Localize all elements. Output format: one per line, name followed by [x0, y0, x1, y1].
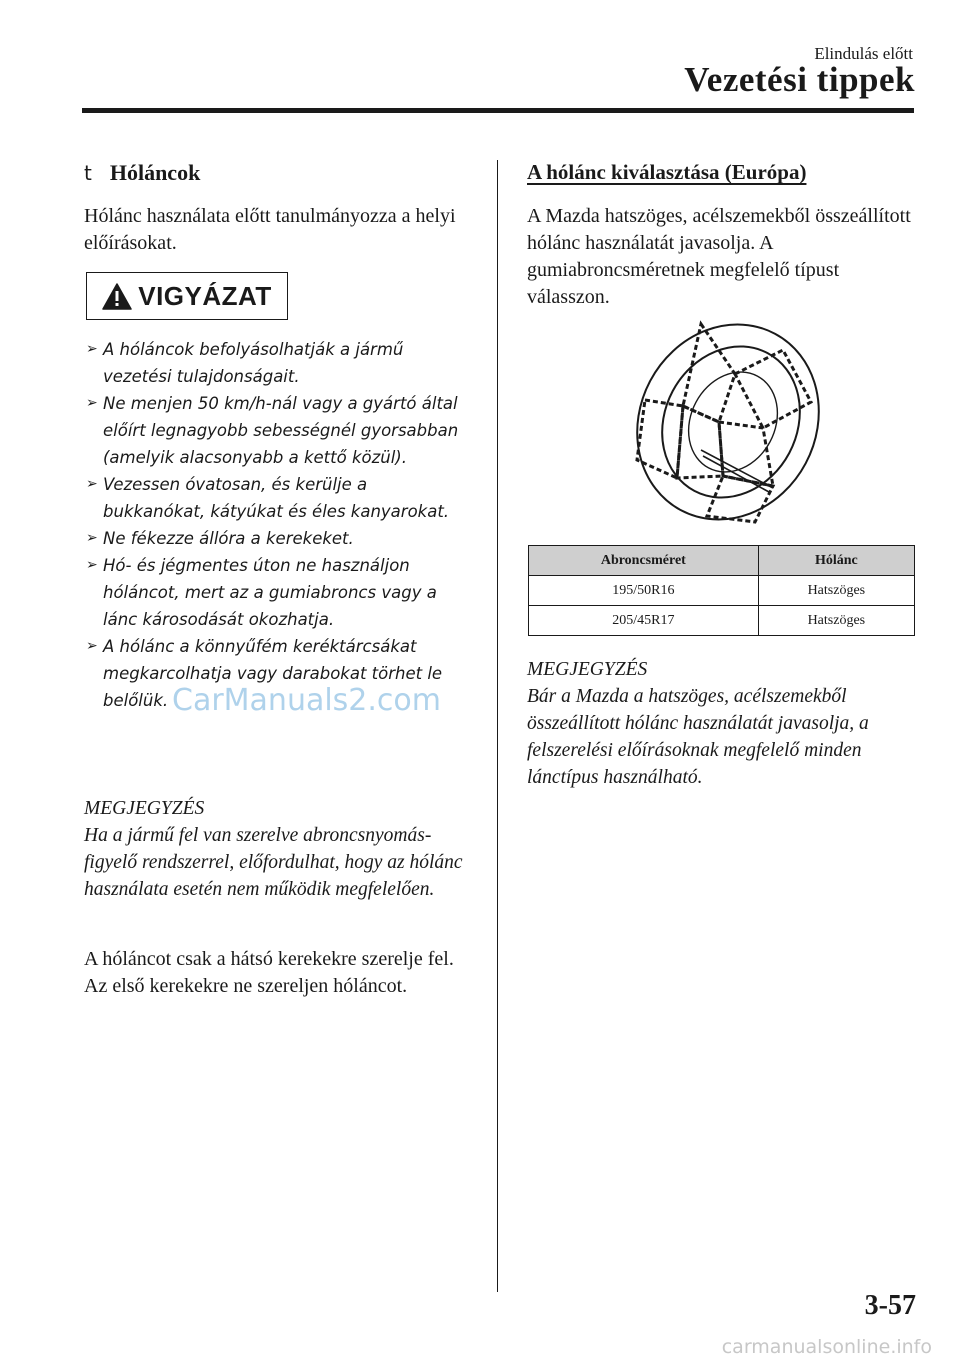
- warning-item: [86, 390, 471, 471]
- heading-text: Hóláncok: [109, 160, 201, 185]
- warning-item-text: Hó- és jégmentes úton ne használjon hóláncot, mert az a gumiabroncs vagy a lánc károsodását okozhatja.: [103, 556, 437, 629]
- warning-item: [86, 336, 471, 390]
- arrow-bullet-icon: ➢: [86, 557, 98, 573]
- warning-item: [86, 525, 471, 552]
- table-header-cell: Abroncsméret: [529, 546, 759, 576]
- warning-item-text: Ne menjen 50 km/h-nál vagy a gyártó által előírt legnagyobb sebességnél gyorsabban (amelyik alacsonyabb a kettő közül).: [103, 394, 459, 467]
- header-rule: [82, 108, 914, 113]
- table-row: [529, 576, 915, 606]
- arrow-bullet-icon: ➢: [86, 341, 98, 357]
- warning-item-text: A hólánc a könnyűfém keréktárcsákat megkarcolhatja vagy darabokat törhet le belőlük.: [103, 637, 443, 710]
- table-cell: 205/45R17: [529, 606, 759, 636]
- warning-item-text: A hóláncok befolyásolhatják a jármű vezetési tulajdonságait.: [103, 340, 404, 386]
- page-number: 3-57: [864, 1290, 916, 1321]
- column-divider: [497, 160, 498, 1292]
- arrow-bullet-icon: ➢: [86, 530, 98, 546]
- warning-box: [86, 272, 288, 320]
- note-block-right: [527, 656, 922, 791]
- note-text: Ha a jármű fel van szerelve abroncsnyomás-figyelő rendszerrel, előfordulhat, hogy az hólánc használata esetén nem működik megfelelően.: [84, 825, 463, 900]
- note-title: MEGJEGYZÉS: [84, 798, 205, 819]
- warning-item-text: Vezessen óvatosan, és kerülje a bukkanókat, kátyúkat és éles kanyarokat.: [103, 475, 450, 521]
- section-label: Elindulás előtt: [814, 44, 913, 63]
- arrow-bullet-icon: ➢: [86, 395, 98, 411]
- footer-watermark: carmanualsonline.info: [721, 1336, 932, 1358]
- arrow-bullet-icon: ➢: [86, 638, 98, 654]
- page-title: Vezetési tippek: [684, 60, 915, 99]
- snow-chain-illustration: [623, 310, 833, 528]
- warning-item: [86, 552, 471, 633]
- warning-title: VIGYÁZAT: [138, 280, 272, 311]
- selection-paragraph: A Mazda hatszöges, acélszemekből összeállított hólánc használatát javasolja. A gumiabroncsméretnek megfelelő típust válasszon.: [527, 205, 911, 308]
- note-block-left: [84, 795, 476, 903]
- table-cell: Hatszöges: [758, 576, 914, 606]
- watermark: CarManuals2.com: [172, 683, 442, 718]
- note-text: Bár a Mazda a hatszöges, acélszemekből összeállított hólánc használatát javasolja, a felszerelési előírásoknak megfelelő minden lánctípus használható.: [527, 686, 869, 788]
- mounting-instructions: [84, 946, 476, 1000]
- table-header-cell: Hólánc: [758, 546, 914, 576]
- note-title: MEGJEGYZÉS: [527, 659, 648, 680]
- warning-item-text: Ne fékezze állóra a kerekeket.: [103, 529, 354, 548]
- warning-list: [86, 336, 471, 714]
- subsection-heading: A hólánc kiválasztása (Európa): [527, 160, 807, 184]
- arrow-bullet-icon: ➢: [86, 476, 98, 492]
- table-row: [529, 606, 915, 636]
- table-cell: 195/50R16: [529, 576, 759, 606]
- instruction-line: Az első kerekekre ne szereljen hóláncot.: [84, 975, 408, 997]
- chain-table: [528, 545, 915, 636]
- warning-item: [86, 471, 471, 525]
- instruction-line: A hóláncot csak a hátsó kerekekre szerelje fel.: [84, 948, 454, 970]
- warning-triangle-icon: [102, 283, 132, 310]
- intro-paragraph: Hólánc használata előtt tanulmányozza a helyi előírásokat.: [84, 205, 456, 254]
- table-header-row: [529, 546, 915, 576]
- table-cell: Hatszöges: [758, 606, 914, 636]
- section-heading: [84, 160, 476, 186]
- heading-marker: t: [84, 161, 92, 185]
